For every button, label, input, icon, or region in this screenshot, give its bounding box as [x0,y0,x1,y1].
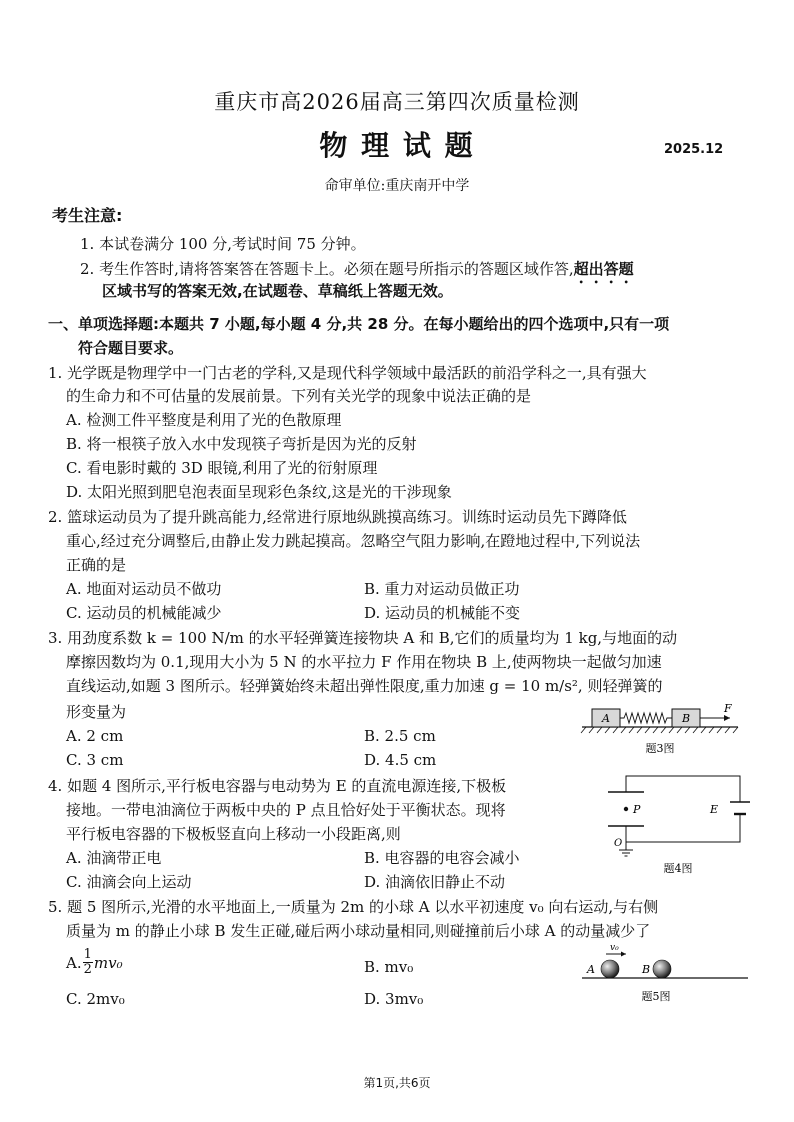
q3-option-d: D. 4.5 cm [364,751,437,769]
q3-figure [580,700,740,760]
force-label: F [724,702,732,715]
q1-option-a: A. 检测工件平整度是利用了光的色散原理 [66,411,342,429]
force-arrowhead [724,715,730,721]
exam-date: 2025.12 [664,142,724,157]
q3-option-b: B. 2.5 cm [364,727,436,745]
q4-stem-cont2: 平行板电容器的下极板竖直向上移动一小段距离,则 [66,825,401,843]
ball-b-label: B [642,963,651,976]
q3-option-c: C. 3 cm [66,751,124,769]
q5-stem-cont: 质量为 m 的静止小球 B 发生正碰,碰后两小球动量相同,则碰撞前后小球 A 的动量减少了 [66,922,651,940]
section-title: 一、单项选择题:本题共 7 小题,每小题 4 分,共 28 分。在每小题给出的四个选项中,只有一项 [48,315,670,333]
point-p-label: P [633,803,641,816]
section-title-cont: 符合题目要求。 [78,339,184,357]
author-unit: 命审单位:重庆南开中学 [324,178,470,194]
velocity-arrowhead [621,952,626,957]
q4-stem-cont: 接地。一带电油滴位于两板中央的 P 点且恰好处于平衡状态。现将 [66,801,506,819]
fraction [83,948,93,977]
q5-option-a [66,948,123,977]
q5-option-c: C. 2mv₀ [66,990,125,1008]
q5-fig-caption: 题5图 [641,990,671,1003]
q4-stem: 4. 如题 4 图所示,平行板电容器与电动势为 E 的直流电源连接,下极板 [48,777,507,795]
page-number: 第1页,共6页 [363,1076,431,1090]
notice-item-1: 1. 本试卷满分 100 分,考试时间 75 分钟。 [80,235,366,253]
q2-stem-cont: 重心,经过充分调整后,由静止发力跳起摸高。忽略空气阻力影响,在蹬地过程中,下列说法 [66,532,641,550]
q1-option-d: D. 太阳光照到肥皂泡表面呈现彩色条纹,这是光的干涉现象 [66,483,452,501]
q4-option-d: D. 油滴依旧静止不动 [364,873,506,891]
block-b-label: B [681,712,691,725]
q5-option-a-suffix: mv₀ [93,953,123,972]
battery-symbol [730,802,750,814]
exam-name: 重庆市高2026届高三第四次质量检测 [214,90,580,114]
fraction-denominator: 2 [83,962,92,977]
ball-b [653,960,671,978]
q1-option-c: C. 看电影时戴的 3D 眼镜,利用了光的衍射原理 [66,459,378,477]
ground-o-label: O [614,838,623,849]
notice-item-2-text: 2. 考生作答时,请将答案答在答题卡上。必须在题号所指示的答题区域作答, [80,260,574,278]
q3-stem-cont2: 直线运动,如题 3 图所示。轻弹簧始终未超出弹性限度,重力加速 g = 10 m/s², 则轻弹簧的 [66,677,663,695]
q4-option-c: C. 油滴会向上运动 [66,873,192,891]
ball-a-label: A [587,963,595,976]
notice-item-2-cont: 区域书写的答案无效,在试题卷、草稿纸上答题无效。 [102,282,453,300]
q4-circuit [626,776,740,842]
emf-label: E [710,803,719,816]
q1-stem-cont: 的生命力和不可估量的发展前景。下列有关光学的现象中说法正确的是 [66,387,532,405]
oil-drop [624,807,628,811]
q4-figure [600,768,760,880]
q5-stem: 5. 题 5 图所示,光滑的水平地面上,一质量为 2m 的小球 A 以水平初速度 v₀ 向右运动,与右侧 [48,898,659,916]
q4-fig-caption: 题4图 [663,862,693,875]
q2-option-c: C. 运动员的机械能减少 [66,604,222,622]
q1-option-b: B. 将一根筷子放入水中发现筷子弯折是因为光的反射 [66,435,417,453]
q3-option-a: A. 2 cm [66,727,124,745]
q2-option-b: B. 重力对运动员做正功 [364,580,520,598]
q4-option-a: A. 油滴带正电 [66,849,162,867]
notice-item-2-bold: 超出答题 [573,260,634,278]
q2-option-a: A. 地面对运动员不做功 [66,580,222,598]
q4-option-b: B. 电容器的电容会减小 [364,849,520,867]
q2-stem: 2. 篮球运动员为了提升跳高能力,经常进行原地纵跳摸高练习。训练时运动员先下蹲降低 [48,508,627,526]
q5-option-a-prefix: A. [66,953,82,972]
q3-stem-cont: 摩擦因数均为 0.1,现用大小为 5 N 的水平拉力 F 作用在物块 B 上,使两物块一起做匀加速 [66,653,662,671]
q5-option-b: B. mv₀ [364,958,414,976]
q3-ground [581,727,738,733]
velocity-label: v₀ [610,943,619,953]
q5-figure [580,940,750,1006]
q3-fig-caption: 题3图 [645,742,675,755]
q2-option-d: D. 运动员的机械能不变 [364,604,521,622]
subject-title: 物 理 试 题 [319,129,475,162]
notice-title: 考生注意: [52,206,123,225]
q2-stem-cont2: 正确的是 [66,556,127,574]
spring [620,713,672,723]
q3-stem: 3. 用劲度系数 k = 100 N/m 的水平轻弹簧连接物块 A 和 B,它们的质量均为 1 kg,与地面的动 [48,629,678,647]
q1-stem: 1. 光学既是物理学中一门古老的学科,又是现代科学领域中最活跃的前沿学科之一,具有强大 [48,364,647,382]
fraction-numerator: 1 [83,947,92,962]
q5-option-d: D. 3mv₀ [364,990,424,1008]
block-a-label: A [602,712,610,725]
ball-a [601,960,619,978]
q3-stem-cont3: 形变量为 [66,703,127,721]
